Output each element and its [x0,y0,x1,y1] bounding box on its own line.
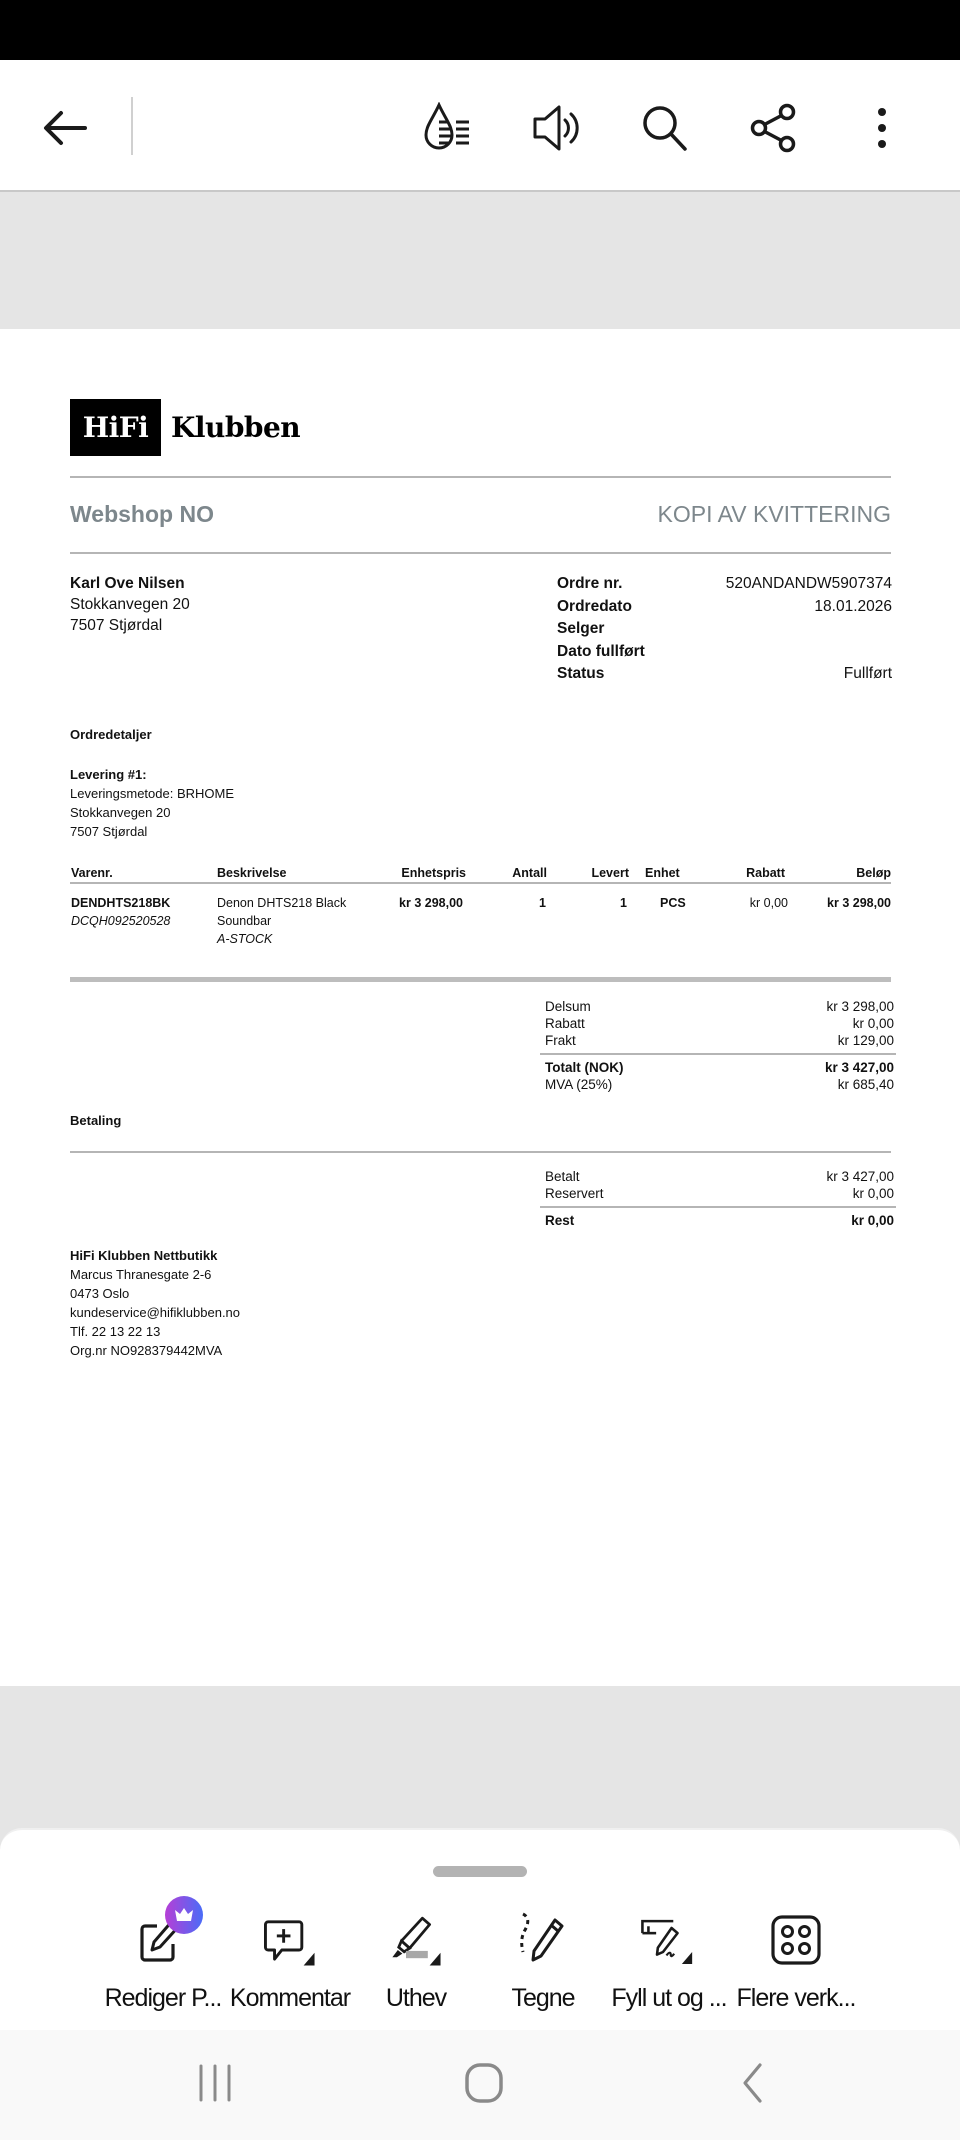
row-unit-price: kr 3 298,00 [399,896,463,910]
receipt-copy-title: KOPI AV KVITTERING [657,501,891,527]
recent-apps-icon [195,2063,235,2103]
tool-label: Flere verk... [736,1984,856,2012]
share-button[interactable] [744,98,804,158]
meta-completed-date: Dato fullført [557,642,645,660]
col-delivered: Levert [591,866,629,880]
meta-seller: Selger [557,620,605,637]
delivery-info [70,765,234,841]
divider [70,476,891,478]
row-quantity: 1 [539,896,546,910]
customer-city: 7507 Stjørdal [70,617,163,634]
shipping-row: Frakt kr 129,00 [545,1033,894,1048]
tool-comment[interactable] [227,1910,353,2020]
top-toolbar [0,60,960,192]
divider [70,1151,891,1153]
tool-draw[interactable] [480,1910,606,2020]
table-header [70,862,891,884]
meta-status: Status Fullført [557,665,892,682]
more-options-button[interactable] [852,98,912,158]
store-name: HiFi Klubben Nettbutikk [70,1248,218,1263]
liquid-mode-button[interactable] [419,98,479,158]
store-street: Marcus Thranesgate 2-6 [70,1267,212,1282]
row-unit: PCS [660,896,686,910]
col-sku: Varenr. [71,866,113,880]
divider [540,1206,896,1208]
order-lines-table [70,862,891,954]
customer-name: Karl Ove Nilsen [70,575,185,592]
store-org-number: Org.nr NO928379442MVA [70,1343,223,1358]
vat-row: MVA (25%) kr 685,40 [545,1077,894,1092]
tool-label: Rediger P... [104,1984,222,2012]
tool-label: Kommentar [229,1984,351,2012]
tool-edit-pdf[interactable] [100,1910,226,2020]
delivery-title: Levering #1: [70,767,147,782]
subtotal-row: Delsum kr 3 298,00 [545,999,894,1014]
table-bottom-divider [70,977,891,982]
chevron-left-icon [737,2062,767,2104]
payment-title: Betaling [70,1113,122,1128]
arrow-left-icon [41,108,89,148]
order-details-title: Ordredetaljer [70,727,152,742]
row-sku: DENDHTS218BK [71,896,171,910]
status-bar [0,0,960,60]
delivery-city: 7507 Stjørdal [70,824,148,839]
row-serial: DCQH092520528 [71,914,171,928]
customer-street: Stokkanvegen 20 [70,596,190,613]
read-aloud-button[interactable] [527,98,587,158]
col-discount: Rabatt [746,866,785,880]
col-unit-price: Enhetspris [401,866,466,880]
store-email: kundeservice@hifiklubben.no [70,1305,241,1320]
logo-text: Klubben [171,411,301,444]
row-delivered: 1 [620,896,627,910]
meta-order-date: Ordredato 18.01.2026 [557,597,892,615]
store-address [70,1246,240,1360]
system-back-button[interactable] [722,2058,782,2108]
col-unit: Enhet [645,866,680,880]
tool-label: Fyll ut og ... [611,1984,727,2012]
tool-fill-sign[interactable] [606,1910,732,2020]
order-meta [557,573,892,686]
reserved-row: Reservert kr 0,00 [545,1186,894,1201]
home-icon [462,2061,506,2105]
divider [70,552,891,554]
toolbar-divider [131,97,133,155]
share-icon [749,103,799,153]
paid-row: Betalt kr 3 427,00 [545,1169,894,1184]
row-description: Denon DHTS218 Black [217,896,347,910]
row-discount: kr 0,00 [749,896,788,910]
viewer-background [0,193,960,329]
search-button[interactable] [635,98,695,158]
delivery-method: Leveringsmetode: BRHOME [70,786,235,801]
back-button[interactable] [35,98,95,158]
discount-row: Rabatt kr 0,00 [545,1016,894,1031]
premium-crown-badge-icon [165,1896,203,1934]
store-city: 0473 Oslo [70,1286,130,1301]
fill-sign-icon [639,1910,699,1970]
tool-highlight[interactable] [353,1910,479,2020]
row-description-2: Soundbar [217,914,272,928]
draw-icon [513,1910,573,1970]
logo-box: HiFi [70,399,161,456]
highlight-icon [386,1910,446,1970]
row-amount: kr 3 298,00 [827,896,891,910]
col-description: Beskrivelse [217,866,287,880]
hifi-klubben-logo [70,399,300,456]
delivery-street: Stokkanvegen 20 [70,805,171,820]
totals-block [540,998,896,1093]
recent-apps-button[interactable] [185,2058,245,2108]
col-quantity: Antall [512,866,547,880]
divider [540,1053,896,1055]
tool-label: Uthev [385,1984,447,2012]
rest-row: Rest kr 0,00 [545,1213,894,1228]
tools-bottom-sheet [0,1828,960,2030]
viewer-background [0,1686,960,1826]
tool-label: Tegne [511,1984,575,2012]
meta-order-number: Ordre nr. 520ANDANDW5907374 [557,575,892,592]
row-stock: A-STOCK [217,932,273,946]
col-amount: Beløp [856,866,891,880]
more-tools-icon [770,1914,822,1966]
store-phone: Tlf. 22 13 22 13 [70,1324,161,1339]
comment-icon [260,1910,320,1970]
speaker-icon [530,103,584,153]
liquid-mode-icon [421,102,477,154]
tool-more-tools[interactable] [733,1910,859,2020]
shop-title: Webshop NO [70,501,214,527]
grand-total-row: Totalt (NOK) kr 3 427,00 [545,1060,894,1075]
table-row [70,884,891,954]
home-button[interactable] [454,2058,514,2108]
customer-address [70,573,190,636]
payment-block [540,1168,896,1229]
search-icon [640,103,690,153]
system-nav-bar [0,2030,960,2140]
sheet-drag-handle[interactable] [433,1866,527,1877]
pdf-page[interactable] [0,329,960,1686]
more-vertical-icon [876,106,888,150]
